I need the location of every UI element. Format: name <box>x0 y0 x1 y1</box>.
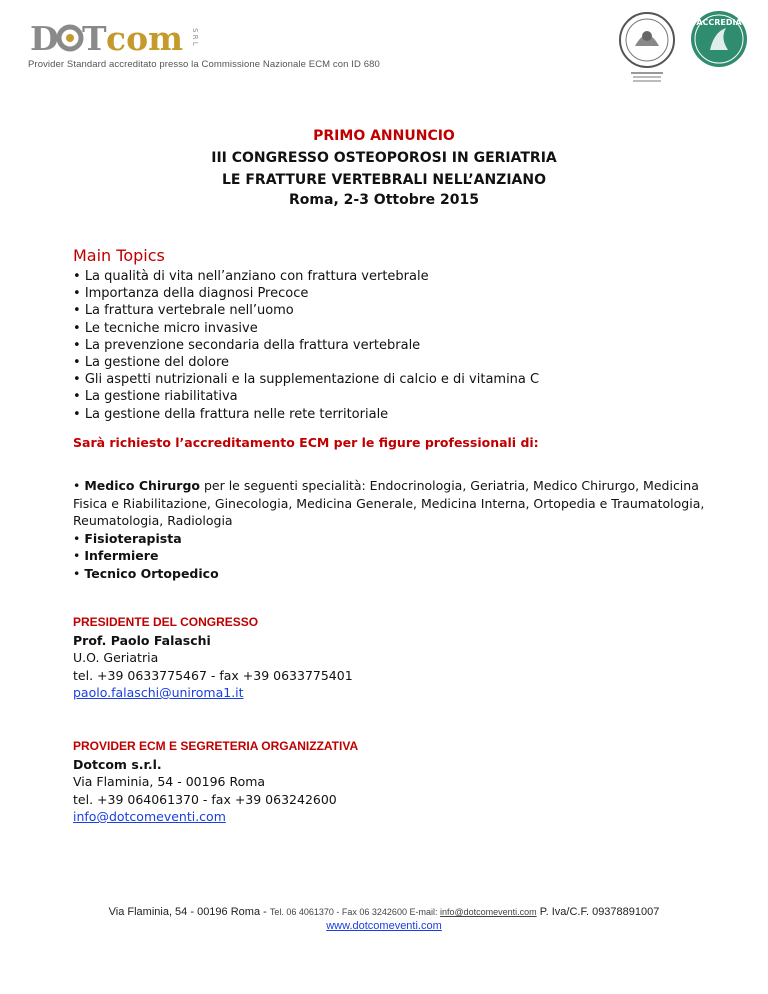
page-footer <box>0 905 768 933</box>
profession-name: Tecnico Ortopedico <box>84 565 219 581</box>
provider-tagline: Provider Standard accreditato presso la Commissione Nazionale ECM con ID 680 <box>28 59 380 70</box>
provider-email-link[interactable]: info@dotcomeventi.com <box>73 809 226 824</box>
list-item: • Gli aspetti nutrizionali e la supplementazione di calcio e di vitamina C <box>73 371 539 388</box>
svg-text:ACCREDIA: ACCREDIA <box>696 18 742 27</box>
list-item: • La gestione della frattura nelle rete territoriale <box>73 406 539 423</box>
ecm-heading: Sarà richiesto l’accreditamento ECM per le figure professionali di: <box>73 435 539 450</box>
topics-list <box>73 268 539 423</box>
list-item: • La prevenzione secondaria della frattura vertebrale <box>73 337 539 354</box>
ecm-professions <box>73 477 713 582</box>
footer-vat: P. Iva/C.F. 09378891007 <box>536 906 660 918</box>
svg-text:S R L: S R L <box>191 28 199 46</box>
profession-item: • Fisioterapista <box>73 530 182 546</box>
president-caption: PRESIDENTE DEL CONGRESSO <box>73 615 259 629</box>
list-item: • La frattura vertebrale nell’uomo <box>73 302 539 319</box>
profession-name: Infermiere <box>84 548 159 563</box>
accredia-badge <box>690 10 748 68</box>
provider-address: Via Flaminia, 54 - 00196 Roma <box>73 774 266 789</box>
footer-website-link[interactable]: www.dotcomeventi.com <box>326 920 442 932</box>
president-unit: U.O. Geriatria <box>73 650 159 665</box>
provider-block <box>73 738 358 826</box>
profession-item: • Tecnico Ortopedico <box>73 565 219 581</box>
provider-phone: tel. +39 064061370 - fax +39 063242600 <box>73 791 337 807</box>
footer-contacts: Tel. 06 4061370 - Fax 06 3242600 E-mail: <box>269 907 440 917</box>
list-item: • La gestione riabilitativa <box>73 388 539 405</box>
main-topics-heading: Main Topics <box>73 246 165 265</box>
profession-name: Medico Chirurgo <box>84 478 200 493</box>
footer-email-link[interactable]: info@dotcomeventi.com <box>439 907 537 917</box>
congress-title: III CONGRESSO OSTEOPOROSI IN GERIATRIA <box>211 150 557 166</box>
specialties-text: per le seguenti specialità: Endocrinologia, Geriatria, Medico Chirurgo, Medicina Fisica e Riabilitazione, Ginecologia, Medicina Generale, Medicina Interna, Ortopedia e Traumatologia, Reumatologia, Radiologia <box>73 478 705 528</box>
profession-item: • Infermiere <box>73 548 159 563</box>
svg-text:D: D <box>30 20 59 56</box>
provider-name: Dotcom s.r.l. <box>73 756 162 772</box>
footer-address: Via Flaminia, 54 - 00196 Roma - <box>108 906 270 918</box>
announcement-title: PRIMO ANNUNCIO <box>313 128 455 144</box>
list-item: • Le tecniche micro invasive <box>73 320 539 337</box>
president-phone: tel. +39 0633775467 - fax +39 0633775401 <box>73 667 353 683</box>
svg-text:T: T <box>82 20 107 56</box>
provider-caption: PROVIDER ECM E SEGRETERIA ORGANIZZATIVA <box>73 739 359 753</box>
congress-date: Roma, 2-3 Ottobre 2015 <box>289 192 479 208</box>
list-item: • Importanza della diagnosi Precoce <box>73 285 539 302</box>
list-item: • La qualità di vita nell’anziano con frattura vertebrale <box>73 268 539 285</box>
list-item: • La gestione del dolore <box>73 354 539 371</box>
president-block <box>73 614 353 702</box>
svg-text:com: com <box>106 20 184 56</box>
profession-medico: • Medico Chirurgo per le seguenti specialità: Endocrinologia, Geriatria, Medico Chirurgo, Medicina Fisica e Riabilitazione, Ginecologia, Medicina Generale, Medicina Interna, Ortopedia e Traumatologia, Reumatologia, Radiologia <box>73 478 705 528</box>
president-name: Prof. Paolo Falaschi <box>73 632 211 648</box>
dotcom-logo <box>30 20 202 56</box>
profession-name: Fisioterapista <box>84 530 182 546</box>
congress-subtitle: LE FRATTURE VERTEBRALI NELL’ANZIANO <box>222 172 546 188</box>
president-email-link[interactable]: paolo.falaschi@uniroma1.it <box>73 685 244 700</box>
certification-seal <box>617 10 677 86</box>
